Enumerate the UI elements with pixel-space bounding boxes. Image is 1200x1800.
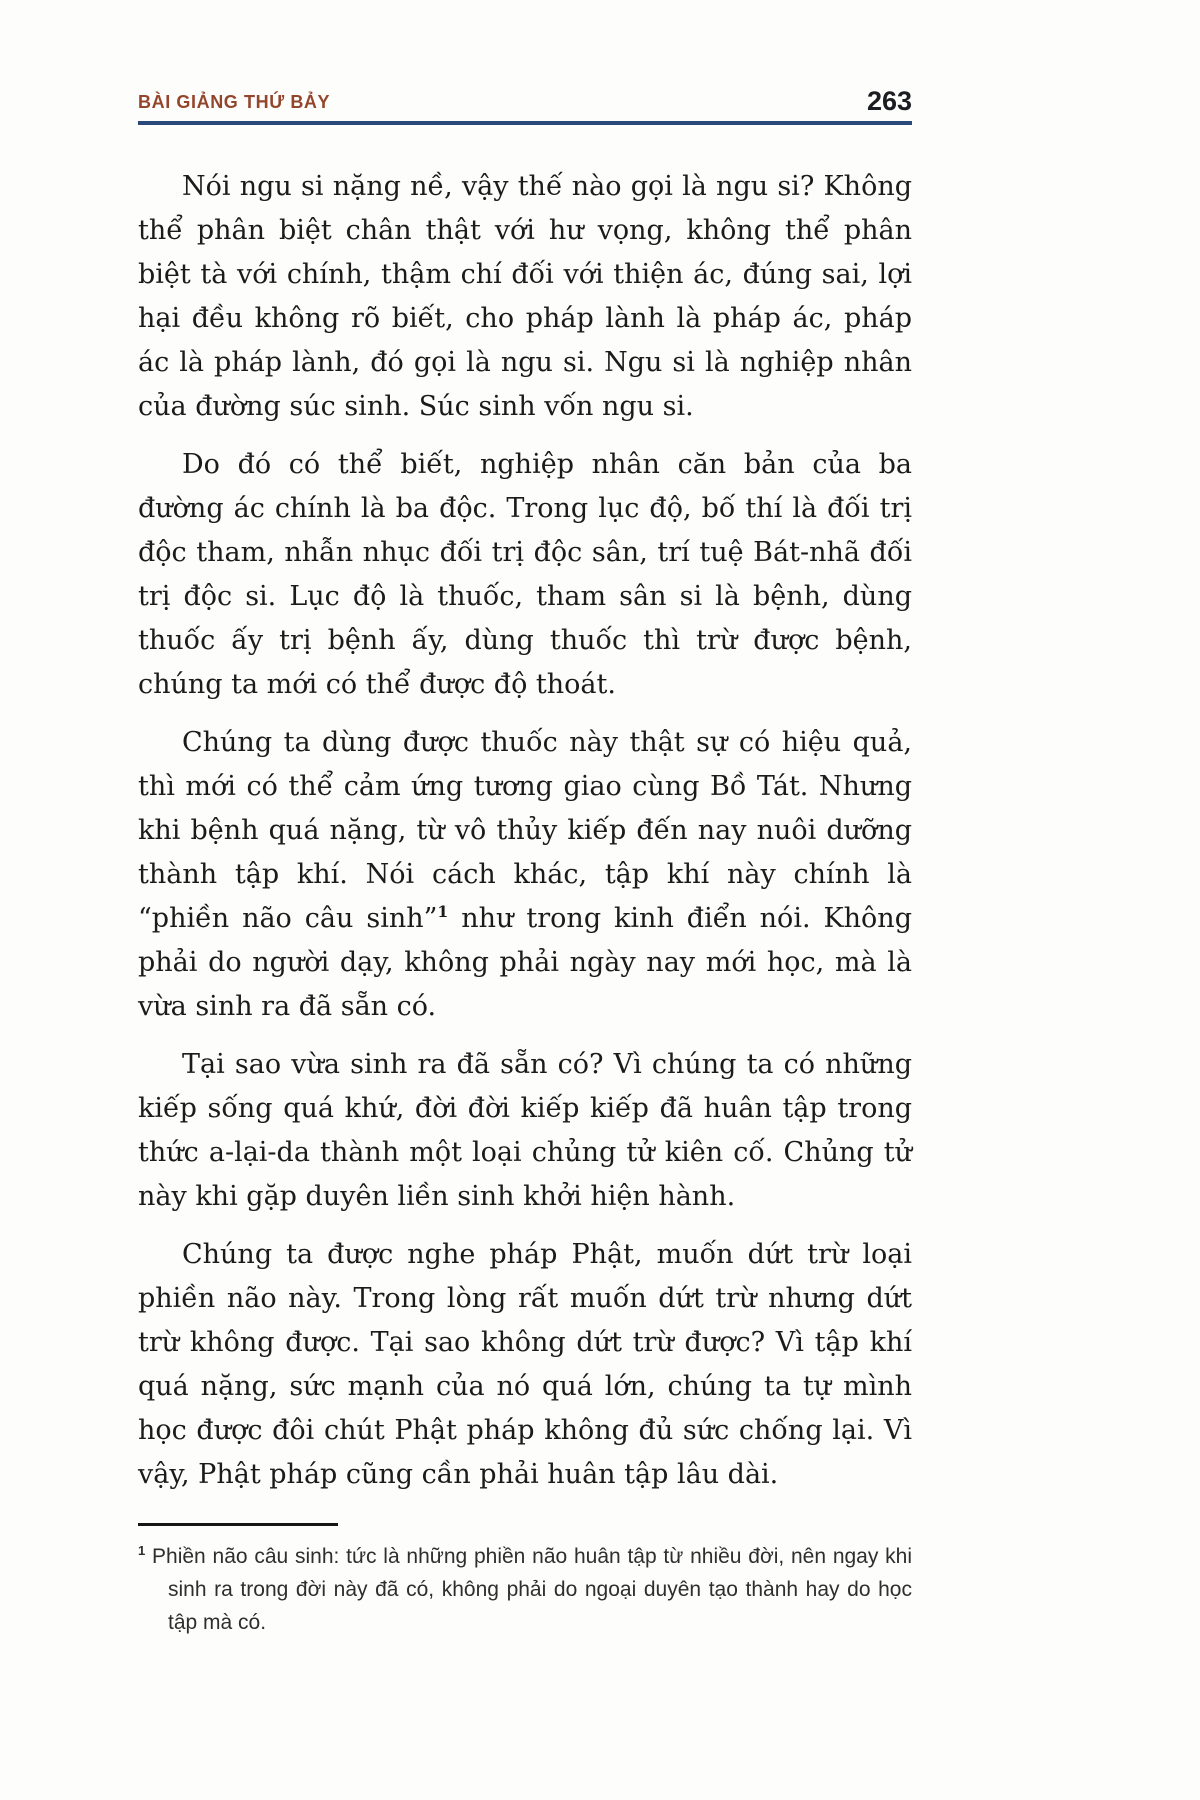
- body-paragraph: Nói ngu si nặng nề, vậy thế nào gọi là ngu si? Không thể phân biệt chân thật với hư vọng, không thể phân biệt tà với chính, thậm chí đối với thiện ác, đúng sai, lợi hại đều không rõ biết, cho pháp lành là pháp ác, pháp ác là pháp lành, đó gọi là ngu si. Ngu si là nghiệp nhân của đường súc sinh. Súc sinh vốn ngu si.: [138, 171, 912, 422]
- body-text: [138, 165, 912, 1497]
- page-number: 263: [866, 86, 912, 116]
- footnote-separator: [138, 1523, 338, 1526]
- page-header: [138, 86, 912, 125]
- body-paragraph: Chúng ta được nghe pháp Phật, muốn dứt trừ loại phiền não này. Trong lòng rất muốn dứt trừ nhưng dứt trừ không được. Tại sao không dứt trừ được? Vì tập khí quá nặng, sức mạnh của nó quá lớn, chúng ta tự mình học được đôi chút Phật pháp không đủ sức chống lại. Vì vậy, Phật pháp cũng cần phải huân tập lâu dài.: [138, 1239, 912, 1490]
- footnote-body: Phiền não câu sinh: tức là những phiền não huân tập từ nhiều đời, nên ngay khi sinh ra trong đời này đã có, không phải do ngoại duyên tạo thành hay do học tập mà có.: [152, 1545, 912, 1634]
- footnote-marker: 1: [138, 1543, 146, 1558]
- header-rule-divider: [138, 121, 912, 125]
- page-content: [138, 86, 912, 1639]
- body-paragraph: Do đó có thể biết, nghiệp nhân căn bản của ba đường ác chính là ba độc. Trong lục độ, bố thí là đối trị độc tham, nhẫn nhục đối trị độc sân, trí tuệ Bát-nhã đối trị độc si. Lục độ là thuốc, tham sân si là bệnh, dùng thuốc ấy trị bệnh ấy, dùng thuốc thì trừ được bệnh, chúng ta mới có thể được độ thoát.: [138, 449, 912, 700]
- running-title: BÀI GIẢNG THỨ BẢY: [138, 92, 331, 112]
- body-paragraph: Chúng ta dùng được thuốc này thật sự có hiệu quả, thì mới có thể cảm ứng tương giao cùng Bồ Tát. Nhưng khi bệnh quá nặng, từ vô thủy kiếp đến nay nuôi dưỡng thành tập khí. Nói cách khác, tập khí này chính là “phiền não câu sinh”$^1$ như trong kinh điển nói. Không phải do người dạy, không phải ngày nay mới học, mà là vừa sinh ra đã sẵn có.: [138, 727, 912, 1022]
- footnote-reference: 1: [437, 902, 449, 921]
- header-row: [138, 86, 912, 119]
- footnote: [138, 1523, 912, 1639]
- footnote-text: [138, 1540, 912, 1639]
- body-paragraph: Tại sao vừa sinh ra đã sẵn có? Vì chúng ta có những kiếp sống quá khứ, đời đời kiếp kiếp đã huân tập trong thức a-lại-da thành một loại chủng tử kiên cố. Chủng tử này khi gặp duyên liền sinh khởi hiện hành.: [138, 1049, 912, 1212]
